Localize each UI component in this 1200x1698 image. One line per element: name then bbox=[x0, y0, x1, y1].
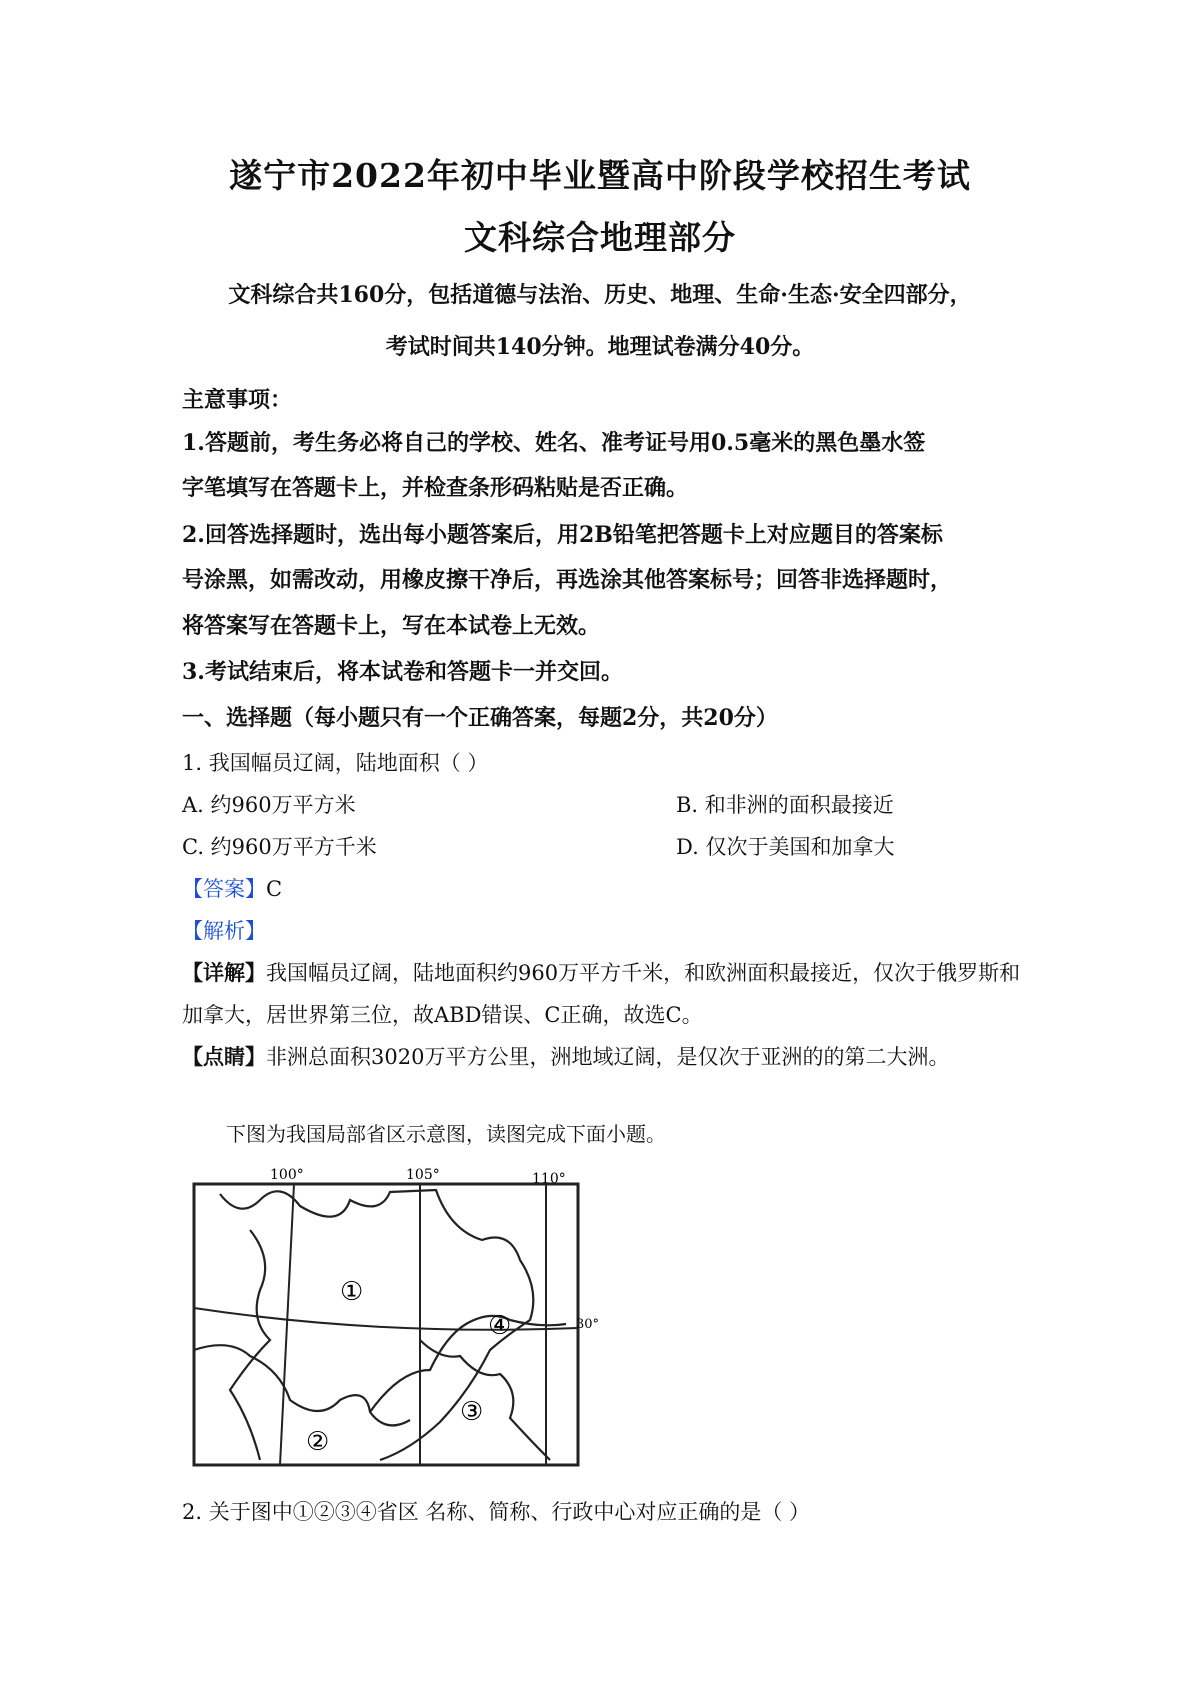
question-1-stem: 1. 我国幅员辽阔，陆地面积（ ） bbox=[182, 751, 489, 775]
meridian-100 bbox=[280, 1184, 294, 1465]
notes-line: 字笔填写在答题卡上，并检查条形码粘贴是否正确。 bbox=[182, 475, 689, 501]
intro-line-2: 考试时间共140分钟。地理试卷满分40分。 bbox=[385, 334, 815, 360]
answer-value: C bbox=[266, 877, 283, 901]
region-label-2: ② bbox=[306, 1427, 330, 1457]
notes-line: 2.回答选择题时，选出每小题答案后，用2B铅笔把答题卡上对应题目的答案标 bbox=[182, 522, 943, 548]
question-2-stem: 2. 关于图中①②③④省区 名称、简称、行政中心对应正确的是（ ） bbox=[182, 1500, 811, 1524]
region-label-3: ③ bbox=[460, 1397, 484, 1427]
answer-row bbox=[182, 873, 282, 903]
region-label-1: ① bbox=[340, 1277, 364, 1307]
lon-label-100: 100° bbox=[270, 1167, 304, 1183]
notes-line: 3.考试结束后，将本试卷和答题卡一并交回。 bbox=[182, 659, 623, 685]
detail-tag: 【详解】 bbox=[182, 960, 266, 985]
lon-label-105: 105° bbox=[406, 1167, 440, 1183]
exam-subtitle: 文科综合地理部分 bbox=[464, 218, 736, 257]
option-d: D. 仅次于美国和加拿大 bbox=[676, 835, 895, 859]
map-frame bbox=[194, 1184, 578, 1465]
analysis-tag: 【解析】 bbox=[182, 919, 266, 943]
figure-caption: 下图为我国局部省区示意图，读图完成下面小题。 bbox=[226, 1122, 666, 1146]
point-tag: 【点睛】 bbox=[182, 1044, 266, 1069]
notes-line: 1.答题前，考生务必将自己的学校、姓名、准考证号用0.5毫米的黑色墨水签 bbox=[182, 430, 926, 456]
lon-label-110: 110° bbox=[532, 1171, 566, 1187]
notes-line: 号涂黑，如需改动，用橡皮擦干净后，再选涂其他答案标号；回答非选择题时， bbox=[182, 567, 953, 593]
option-a: A. 约960万平方米 bbox=[182, 793, 356, 817]
detail-text: 我国幅员辽阔，陆地面积约960万平方千米，和欧洲面积最接近，仅次于俄罗斯和 bbox=[266, 961, 1021, 985]
intro-line-1: 文科综合共160分，包括道德与法治、历史、地理、生命·生态·安全四部分， bbox=[228, 282, 972, 308]
exam-title: 遂宁市2022年初中毕业暨高中阶段学校招生考试 bbox=[229, 156, 971, 195]
province-map bbox=[190, 1160, 600, 1472]
boundary-line bbox=[194, 1345, 410, 1425]
detail-line-2: 加拿大，居世界第三位，故ABD错误、C正确，故选C。 bbox=[182, 1003, 703, 1027]
lat-label-30: 30° bbox=[576, 1317, 600, 1332]
boundary-line bbox=[230, 1230, 270, 1460]
region-label-4: ④ bbox=[488, 1311, 512, 1341]
detail-line-1 bbox=[182, 957, 1020, 987]
notes-heading: 主意事项： bbox=[182, 387, 293, 413]
answer-tag: 【答案】 bbox=[182, 877, 266, 901]
point-text: 非洲总面积3020万平方公里，洲地域辽阔，是仅次于亚洲的的第二大洲。 bbox=[266, 1045, 950, 1069]
section-heading: 一、选择题（每小题只有一个正确答案，每题2分，共20分） bbox=[182, 705, 778, 731]
option-c: C. 约960万平方千米 bbox=[182, 835, 377, 859]
notes-line: 将答案写在答题卡上，写在本试卷上无效。 bbox=[182, 613, 601, 639]
point-line bbox=[182, 1041, 949, 1071]
option-b: B. 和非洲的面积最接近 bbox=[676, 793, 894, 817]
